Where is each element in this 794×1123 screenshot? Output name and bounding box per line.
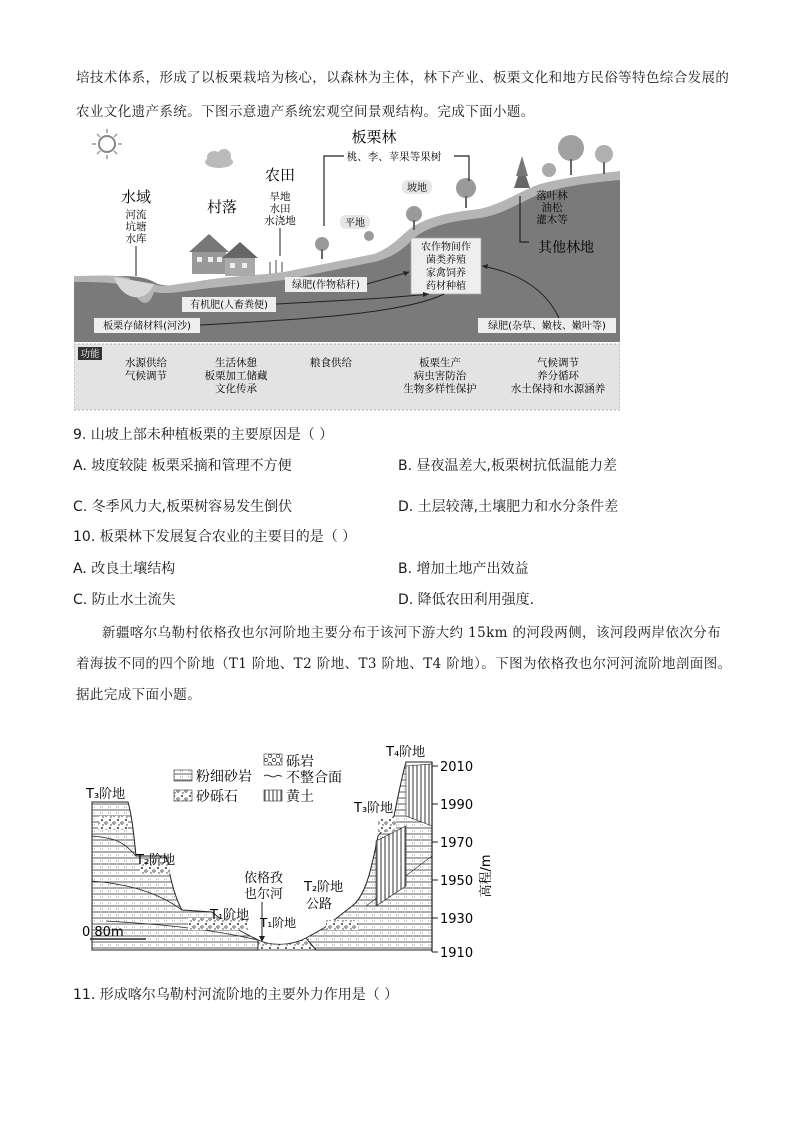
farmland-item-1: 旱地 [269,191,291,203]
legend-siltstone: 粉细砂岩 [196,769,252,785]
forest-item-3: 灌木等 [536,214,568,226]
label-t1-left: T₁阶地 [210,908,250,923]
function-village-3: 文化传承 [215,383,257,395]
function-water-1: 水源供给 [125,357,167,369]
farmland-item-3: 水浇地 [264,215,296,227]
village-title: 村落 [206,198,238,216]
label-road: 公路 [306,897,333,912]
q9-option-a[interactable]: A. 坡度较陡 板栗采摘和管理不方便 [73,458,292,474]
label-t4-right: T₄阶地 [386,745,426,760]
q10-option-b[interactable]: B. 增加土地产出效益 [398,561,529,577]
legend-loess: 黄土 [286,789,314,805]
label-t2-left: T₂阶地 [136,853,176,868]
q9-option-b[interactable]: B. 昼夜温差大,板栗树抗低温能力差 [398,458,617,474]
understory-4: 药材种植 [426,281,466,292]
tick-1950: 1950 [440,874,474,889]
q9-option-d[interactable]: D. 土层较薄,土壤肥力和水分条件差 [398,499,619,515]
tick-1930: 1930 [440,912,474,927]
green-manure-weeds: 绿肥(杂草、嫩枝、嫩叶等) [488,321,606,332]
water-item-1: 河流 [125,209,147,221]
function-farmland-1: 粮食供给 [310,357,352,369]
function-forest-3: 水土保持和水源涵养 [510,383,606,395]
chestnut-subtitle: 桃、李、苹果等果树 [346,151,442,163]
farmland-item-2: 水田 [269,203,291,215]
understory-2: 菌类养殖 [426,255,466,266]
legend-conglomerate: 砾岩 [286,754,314,770]
q9-stem: 9. 山坡上部未种植板栗的主要原因是（ ） [73,427,334,443]
farmland-title: 农田 [264,166,296,184]
forest-item-2: 油松 [541,202,563,214]
intro2-line-1: 新疆喀尔乌勒村依格孜也尔河阶地主要分布于该河下游大约 15km 的河段两侧，该河段两岸依次分布 [102,625,722,641]
forest-title: 其他林地 [538,240,594,256]
label-t3-left: T₃阶地 [86,787,126,802]
functions-label: 功能 [80,349,100,360]
function-chestnut-2: 病虫害防治 [413,370,467,382]
intro-line-2: 农业文化遗产系统。下图示意遗产系统宏观空间景观结构。完成下面小题。 [76,104,535,120]
function-forest-2: 养分循环 [537,370,579,382]
intro2-line-3: 据此完成下面小题。 [76,687,202,703]
q10-stem: 10. 板栗林下发展复合农业的主要目的是（ ） [73,529,357,545]
q10-option-a[interactable]: A. 改良土壤结构 [73,561,176,577]
function-chestnut-1: 板栗生产 [419,357,461,369]
organic-fertilizer: 有机肥(人畜粪便) [190,300,268,311]
legend-sand-gravel: 砂砾石 [196,789,238,805]
terrace-profile-diagram [76,706,510,966]
landscape-diagram [74,126,620,412]
q10-option-c[interactable]: C. 防止水土流失 [73,592,176,608]
q10-option-d[interactable]: D. 降低农田利用强度. [398,592,535,608]
label-river-1: 依格孜 [244,871,284,886]
water-title: 水域 [120,188,152,206]
function-water-2: 气候调节 [125,370,167,382]
water-item-3: 水库 [125,233,147,245]
understory-1: 农作物间作 [421,242,471,253]
forest-item-1: 落叶林 [536,190,568,202]
tick-1970: 1970 [440,836,474,851]
tick-2010: 2010 [440,760,474,775]
function-chestnut-3: 生物多样性保护 [403,383,477,395]
water-item-2: 坑塘 [125,221,147,233]
chestnut-title: 板栗林 [351,128,397,146]
axis-title: 高程/m [479,854,494,898]
label-t3-right: T₃阶地 [354,801,394,816]
label-t1-right: T₁阶地 [260,916,297,930]
scale-label: 0 80m [82,925,124,940]
flat-label: 平地 [345,218,365,229]
understory-3: 家禽饲养 [426,268,466,279]
legend-unconformity: 不整合面 [286,770,342,786]
label-river-2: 也尔河 [244,887,284,902]
function-village-2: 板栗加工储藏 [204,370,268,382]
q11-stem: 11. 形成喀尔乌勒村河流阶地的主要外力作用是（ ） [73,987,399,1003]
function-village-1: 生活休憩 [215,357,257,369]
slope-label: 坡地 [407,183,427,194]
label-t2-right: T₂阶地 [304,880,344,895]
green-manure-straw: 绿肥(作物秸秆) [292,280,360,291]
intro2-line-2: 着海拔不同的四个阶地（T1 阶地、T2 阶地、T3 阶地、T4 阶地）。下图为依格孜也尔河河流阶地剖面图。 [76,656,732,672]
q9-option-c[interactable]: C. 冬季风力大,板栗树容易发生倒伏 [73,499,293,515]
tick-1990: 1990 [440,798,474,813]
storage-material: 板栗存储材料(河沙) [103,321,191,332]
tick-1910: 1910 [440,946,474,961]
intro-line-1: 培技术体系，形成了以板栗栽培为核心，以森林为主体，林下产业、板栗文化和地方民俗等特色综合发展的 [76,70,730,86]
function-forest-1: 气候调节 [537,357,579,369]
